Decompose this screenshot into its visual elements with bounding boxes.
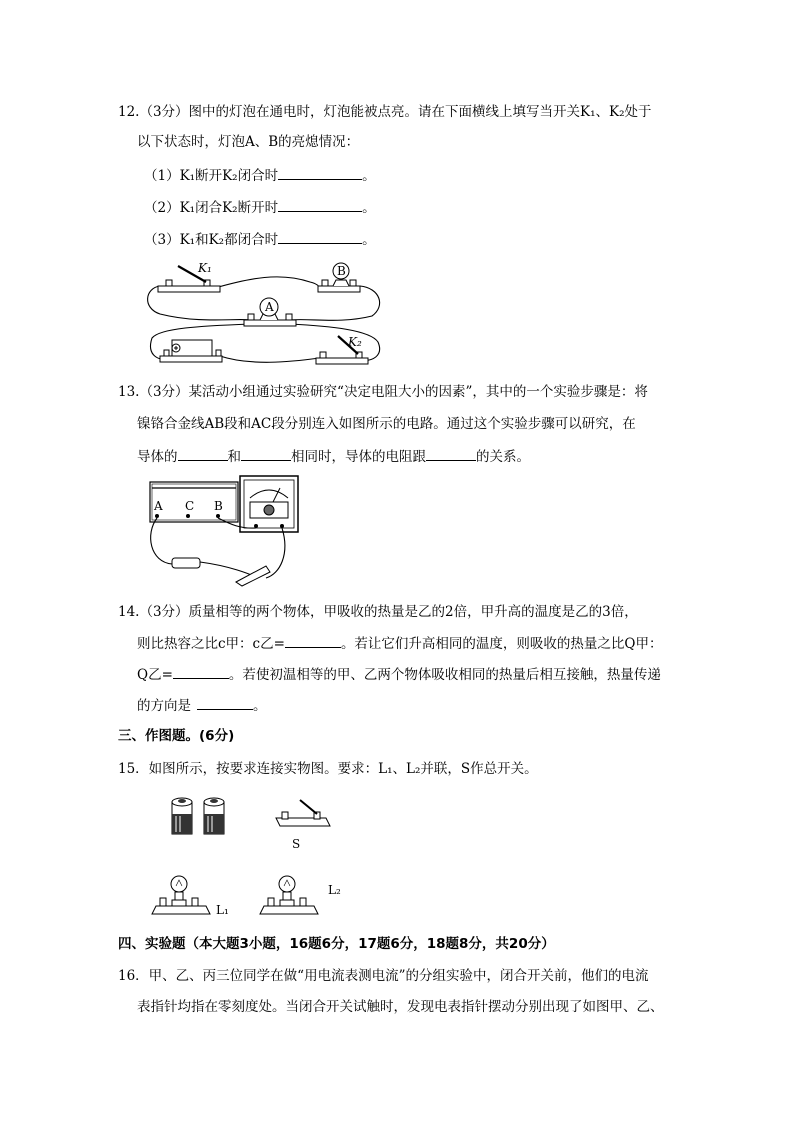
q12-item-2-text: （2）K₁闭合K₂断开时 — [144, 200, 279, 216]
q14-answer-blank-3[interactable] — [197, 696, 253, 710]
q13-text-c: 相同时，导体的电阻跟 — [291, 449, 426, 465]
battery-cell-2 — [204, 798, 224, 834]
q12-answer-blank-2[interactable] — [278, 198, 362, 212]
q16-stem-line2: 表指针均指在零刻度处。当闭合开关试触时，发现电表指针摆动分别出现了如图甲、乙、 — [137, 999, 664, 1015]
switch-s — [276, 800, 330, 826]
q12-answer-blank-1[interactable] — [278, 166, 362, 180]
q12-circuit-figure — [140, 258, 385, 370]
q13-text-d: 的关系。 — [476, 449, 530, 465]
q14-answer-blank-1[interactable] — [285, 634, 341, 648]
q12-item-3 — [144, 230, 376, 249]
bulb-l1 — [152, 876, 210, 914]
q14-text-d: 。若使初温相等的甲、乙两个物体吸收相同的热量后相互接触，热量传递 — [228, 667, 661, 683]
q12-item-1-text: （1）K₁断开K₂闭合时 — [144, 168, 279, 184]
q14-stem-line4 — [137, 696, 267, 715]
q12-answer-blank-3[interactable] — [278, 230, 362, 244]
q13-answer-blank-1[interactable] — [178, 447, 228, 461]
bulb-l2 — [260, 876, 318, 914]
label-c: C — [185, 499, 195, 513]
q12-item-1-end: 。 — [362, 168, 376, 184]
q13-circuit-figure — [140, 474, 310, 594]
q16-stem-line1: 16．甲、乙、丙三位同学在做“用电流表测电流”的分组实验中，闭合开关前，他们的电流 — [118, 968, 649, 984]
q15-components-figure — [150, 790, 380, 925]
label-k1: K₁ — [198, 261, 212, 275]
q12-item-2-end: 。 — [362, 200, 376, 216]
q12-stem-line2: 以下状态时，灯泡A、B的亮熄情况： — [137, 134, 360, 150]
q14-text-a: 则比热容之比c甲：c乙= — [137, 636, 285, 652]
q12-stem-line1: 12.（3分）图中的灯泡在通电时，灯泡能被点亮。请在下面横线上填写当开关K₁、K₂处于 — [118, 104, 652, 120]
q14-answer-blank-2[interactable] — [173, 665, 229, 679]
label-a: A — [154, 499, 163, 513]
battery — [160, 340, 222, 362]
label-b: B — [337, 264, 346, 278]
label-l1: L₁ — [216, 903, 229, 917]
label-l2: L₂ — [328, 883, 341, 897]
q13-answer-blank-2[interactable] — [241, 447, 291, 461]
q14-text-f: 。 — [253, 698, 267, 714]
q13-answer-blank-3[interactable] — [426, 447, 476, 461]
section-3-title: 三、作图题。(6分) — [118, 728, 235, 744]
label-b: B — [214, 499, 223, 513]
q13-text-a: 导体的 — [137, 449, 178, 465]
q13-stem-line2: 镍铬合金线AB段和AC段分别连入如图所示的电路。通过这个实验步骤可以研究，在 — [137, 416, 636, 432]
q13-stem-line1: 13.（3分）某活动小组通过实验研究“决定电阻大小的因素”，其中的一个实验步骤是：将 — [118, 384, 648, 400]
q14-text-b: 。若让它们升高相同的温度，则吸收的热量之比Q甲： — [340, 636, 663, 652]
battery-cell-1 — [172, 798, 192, 834]
q13-stem-line3 — [137, 447, 530, 466]
ammeter — [240, 476, 298, 532]
q14-stem-line3 — [137, 665, 661, 684]
q14-stem-line1: 14.（3分）质量相等的两个物体，甲吸收的热量是乙的2倍，甲升高的温度是乙的3倍， — [118, 604, 638, 620]
q12-item-3-end: 。 — [362, 232, 376, 248]
q13-text-b: 和 — [227, 449, 241, 465]
label-a: A — [265, 300, 274, 314]
q14-text-e: 的方向是 — [137, 698, 191, 714]
label-s: S — [292, 837, 301, 851]
q12-item-1 — [144, 166, 376, 185]
q12-item-2 — [144, 198, 376, 217]
label-k2: K₂ — [348, 335, 362, 349]
q14-stem-line2 — [137, 634, 663, 653]
q14-text-c: Q乙= — [137, 667, 173, 683]
q15-stem: 15．如图所示，按要求连接实物图。要求：L₁、L₂并联，S作总开关。 — [118, 761, 538, 777]
section-4-title: 四、实验题（本大题3小题，16题6分，17题6分，18题8分，共20分） — [118, 936, 555, 952]
q12-item-3-text: （3）K₁和K₂都闭合时 — [144, 232, 279, 248]
